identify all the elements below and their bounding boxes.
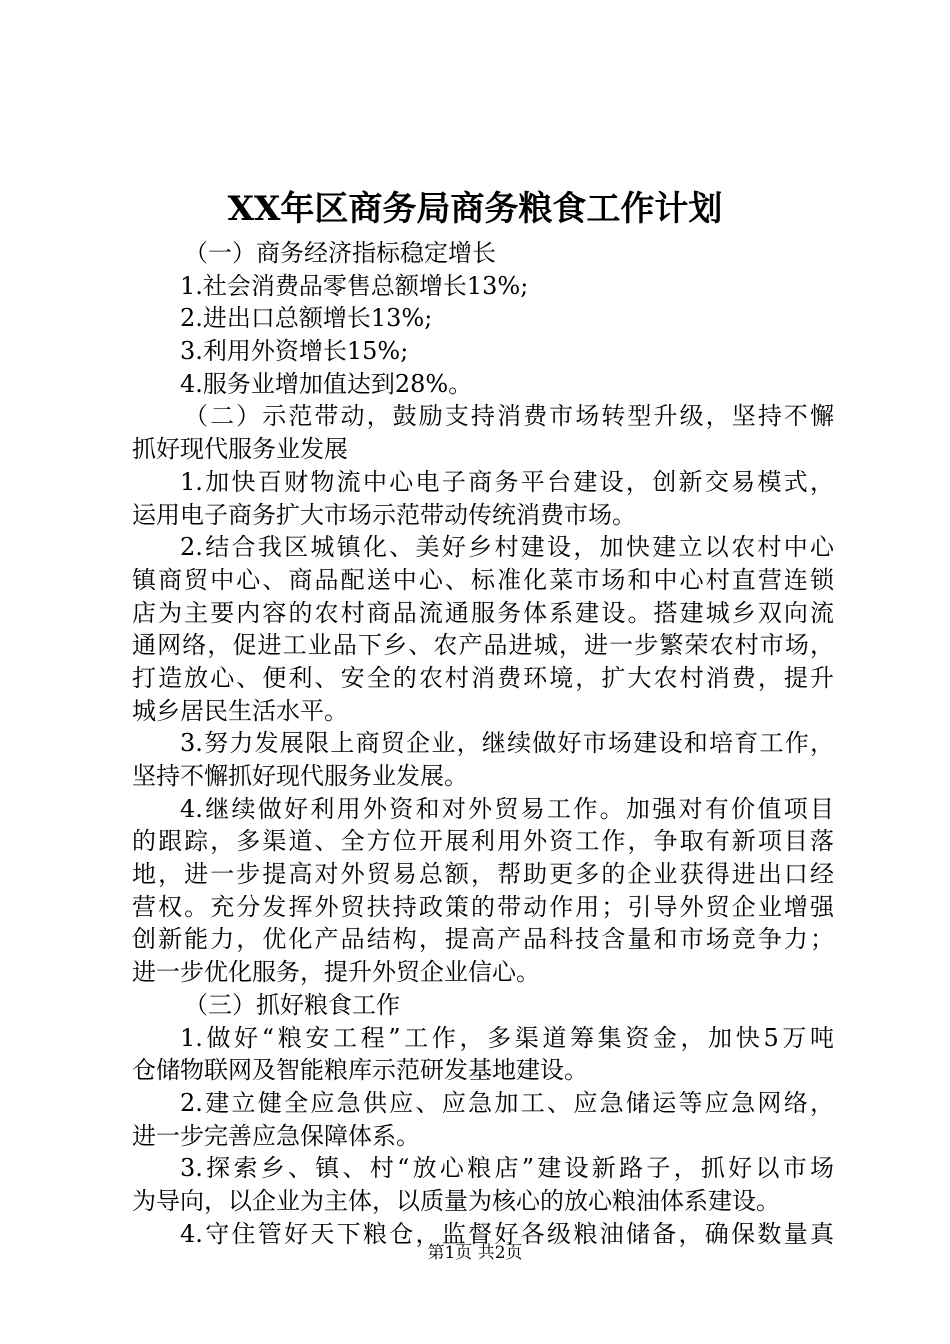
paragraph-line: 3.探索乡、镇、村“放心粮店”建设新路子，抓好以市场 [180, 1154, 834, 1183]
paragraph-line: 1.加快百财物流中心电子商务平台建设，创新交易模式， [180, 467, 834, 496]
list-item: 2.进出口总额增长13%; [180, 304, 433, 333]
paragraph-line: 营权。充分发挥外贸扶持政策的带动作用；引导外贸企业增强 [132, 892, 834, 921]
paragraph-line: 镇商贸中心、商品配送中心、标准化菜市场和中心村直营连锁 [132, 565, 834, 594]
paragraph-line: 为导向，以企业为主体，以质量为核心的放心粮油体系建设。 [132, 1186, 780, 1215]
paragraph-line: 2.结合我区城镇化、美好乡村建设，加快建立以农村中心 [180, 533, 834, 562]
list-item: 3.利用外资增长15%; [180, 337, 409, 366]
section-heading: （一）商务经济指标稳定增长 [184, 239, 496, 267]
paragraph-line: 的跟踪，多渠道、全方位开展利用外资工作，争取有新项目落 [132, 827, 834, 856]
paragraph-line: 通网络，促进工业品下乡、农产品进城，进一步繁荣农村市场， [132, 631, 834, 660]
paragraph-line: 3.努力发展限上商贸企业，继续做好市场建设和培育工作， [180, 729, 834, 758]
paragraph-line: 仓储物联网及智能粮库示范研发基地建设。 [132, 1056, 588, 1085]
list-item: 1.社会消费品零售总额增长13%; [180, 271, 529, 300]
paragraph-line: 抓好现代服务业发展 [132, 435, 348, 464]
paragraph-line: 店为主要内容的农村商品流通服务体系建设。搭建城乡双向流 [132, 598, 834, 627]
list-item: 4.服务业增加值达到28%。 [180, 369, 473, 398]
paragraph-line: 运用电子商务扩大市场示范带动传统消费市场。 [132, 500, 636, 529]
paragraph-line: 1.做好“粮安工程”工作，多渠道筹集资金，加快5万吨 [180, 1023, 834, 1052]
paragraph-line: 创新能力，优化产品结构，提高产品科技含量和市场竞争力； [132, 925, 834, 954]
paragraph-line: 2.建立健全应急供应、应急加工、应急储运等应急网络， [180, 1088, 834, 1117]
paragraph-line: 打造放心、便利、安全的农村消费环境，扩大农村消费，提升 [132, 663, 834, 692]
page-number: 第1页 共2页 [427, 1243, 523, 1263]
paragraph-line: 4.守住管好天下粮仓，监督好各级粮油储备，确保数量真 [180, 1219, 834, 1248]
paragraph-line: 地，进一步提高对外贸易总额，帮助更多的企业获得进出口经 [132, 860, 834, 889]
paragraph-line: 进一步完善应急保障体系。 [132, 1121, 420, 1150]
section-heading: （二）示范带动，鼓励支持消费市场转型升级，坚持不懈 [184, 402, 834, 431]
section-heading: （三）抓好粮食工作 [184, 990, 400, 1019]
document-title: XX年区商务局商务粮食工作计划 [227, 189, 723, 229]
paragraph-line: 坚持不懈抓好现代服务业发展。 [132, 762, 468, 790]
paragraph-line: 进一步优化服务，提升外贸企业信心。 [132, 958, 540, 987]
paragraph-line: 4.继续做好利用外资和对外贸易工作。加强对有价值项目 [180, 794, 834, 823]
document-body [132, 237, 834, 1250]
paragraph-line: 城乡居民生活水平。 [132, 696, 348, 725]
